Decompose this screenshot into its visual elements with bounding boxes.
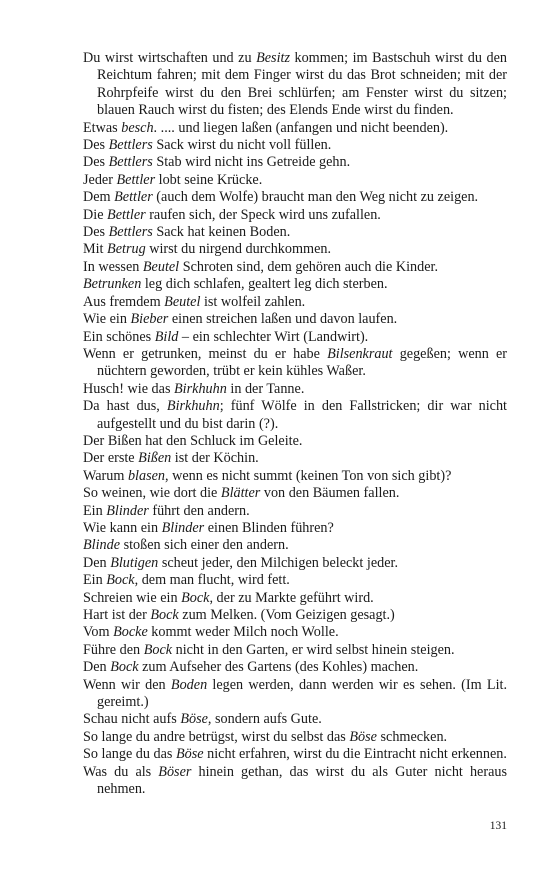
proverb-entry bbox=[83, 224, 507, 241]
proverb-text: ; fünf Wölfe in den Fallstricken; dir war nicht aufgestellt und du bist darin (?). bbox=[97, 398, 507, 432]
proverb-text: Der erste bbox=[83, 450, 139, 467]
proverb-text: Sack wirst du nicht voll füllen. bbox=[152, 137, 332, 154]
keyword: Birkhuhn bbox=[166, 398, 220, 415]
keyword: Birkhuhn bbox=[174, 380, 227, 397]
proverb-text: Des bbox=[83, 224, 109, 241]
proverb-entry bbox=[83, 172, 507, 189]
proverb-text: So lange du andre betrügst, wirst du selbst das bbox=[83, 728, 350, 745]
proverb-text: Aus fremdem bbox=[83, 293, 165, 310]
keyword: Blinde bbox=[83, 537, 121, 554]
keyword: Boden bbox=[170, 676, 208, 693]
proverb-text: Des bbox=[83, 154, 109, 171]
keyword: Blinder bbox=[106, 502, 149, 519]
proverb-text: Vom bbox=[83, 624, 114, 641]
proverb-text: Wenn er getrunken, meinst du er habe bbox=[83, 345, 328, 362]
keyword: Bettler bbox=[114, 189, 153, 206]
keyword: blasen bbox=[127, 467, 165, 484]
proverb-text: Wie ein bbox=[83, 311, 131, 328]
proverb-list bbox=[83, 50, 507, 798]
keyword: besch bbox=[121, 119, 154, 136]
proverb-entry bbox=[83, 555, 507, 572]
proverb-text: Wenn wir den bbox=[83, 676, 171, 693]
proverb-text: stoßen sich einer den andern. bbox=[120, 537, 289, 554]
proverb-entry bbox=[83, 485, 507, 502]
proverb-text: , der zu Markte geführt wird. bbox=[209, 589, 374, 606]
proverb-entry bbox=[83, 642, 507, 659]
proverb-entry bbox=[83, 241, 507, 258]
proverb-entry bbox=[83, 503, 507, 520]
keyword: Bock bbox=[181, 589, 210, 606]
keyword: Böser bbox=[158, 763, 192, 780]
proverb-text: gegeßen; wenn er nüchtern geworden, trübt er kein kühles Waßer. bbox=[97, 345, 508, 380]
keyword: Besitz bbox=[256, 50, 290, 66]
proverb-entry bbox=[83, 607, 507, 624]
proverb-entry bbox=[83, 520, 507, 537]
proverb-entry bbox=[83, 207, 507, 224]
proverb-text: ist der Köchin. bbox=[171, 450, 259, 467]
proverb-text: – ein schlechter Wirt (Landwirt). bbox=[178, 328, 369, 345]
keyword: Bettler bbox=[116, 171, 156, 188]
proverb-text: (auch dem Wolfe) braucht man den Weg nicht zu zeigen. bbox=[152, 189, 479, 206]
proverb-entry bbox=[83, 746, 507, 763]
proverb-text: . .... und liegen laßen (anfangen und nicht beenden). bbox=[153, 119, 449, 136]
proverb-text: ist wolfeil zahlen. bbox=[200, 293, 306, 310]
proverb-entry bbox=[83, 294, 507, 311]
proverb-entry bbox=[83, 468, 507, 485]
proverb-entry bbox=[83, 450, 507, 467]
keyword: Bocke bbox=[113, 624, 148, 641]
proverb-text: einen streichen laßen und davon laufen. bbox=[168, 311, 398, 328]
keyword: Bilsenkraut bbox=[327, 345, 393, 362]
proverb-text: Was du als bbox=[83, 763, 159, 780]
proverb-text: Des bbox=[83, 137, 109, 154]
keyword: Bißen bbox=[138, 450, 172, 467]
proverb-entry bbox=[83, 120, 507, 137]
proverb-text: So lange du das bbox=[83, 746, 176, 763]
proverb-entry bbox=[83, 154, 507, 171]
keyword: Bettlers bbox=[108, 224, 153, 241]
proverb-text: legen werden, dann werden wir es sehen. (Im Lit. gereimt.) bbox=[97, 676, 508, 711]
proverb-entry bbox=[83, 537, 507, 554]
proverb-text: leg dich schlafen, gealtert leg dich sterben. bbox=[141, 276, 388, 293]
keyword: Blutigen bbox=[110, 554, 159, 571]
proverb-text: Du wirst wirtschaften und zu bbox=[83, 50, 257, 66]
proverb-text: schmecken. bbox=[376, 728, 448, 745]
proverb-entry bbox=[83, 311, 507, 328]
proverb-text: Schroten sind, dem gehören auch die Kinder. bbox=[179, 258, 438, 275]
proverb-entry bbox=[83, 711, 507, 728]
proverb-entry bbox=[83, 329, 507, 346]
proverb-text: kommen; im Bastschuh wirst du den Reichtum fahren; mit dem Finger wirst du das Brot schneiden; mit der Rohrpfeife wirst du den Brei schlürfen; am Fenster wirst du sitzen; blauen Rauch wirst du fisten; des Elends Ende wirst du finden. bbox=[97, 50, 507, 119]
proverb-entry bbox=[83, 276, 507, 293]
proverb-text: Stab wird nicht ins Getreide gehn. bbox=[152, 154, 351, 171]
proverb-text: Dem bbox=[83, 189, 115, 206]
keyword: Blinder bbox=[161, 519, 205, 536]
proverb-entry bbox=[83, 590, 507, 607]
proverb-text: , dem man flucht, wird fett. bbox=[134, 572, 290, 589]
proverb-text: So weinen, wie dort die bbox=[83, 485, 221, 502]
proverb-text: Da hast dus, bbox=[83, 398, 167, 415]
proverb-text: Warum bbox=[83, 467, 128, 484]
proverb-text: Wie kann ein bbox=[83, 519, 162, 536]
keyword: Böse bbox=[180, 711, 208, 728]
keyword: Böse bbox=[349, 728, 377, 745]
proverb-entry bbox=[83, 677, 507, 712]
page-number: 131 bbox=[489, 820, 507, 832]
proverb-text: wirst du nirgend durchkommen. bbox=[145, 241, 332, 258]
proverb-text: hinein gethan, das wirst du als Guter nicht heraus nehmen. bbox=[97, 763, 507, 798]
keyword: Bild bbox=[154, 328, 179, 345]
proverb-text: nicht erfahren, wirst du die Eintracht nicht erkennen. bbox=[203, 746, 507, 763]
keyword: Bettler bbox=[107, 206, 146, 223]
proverb-text: Sack hat keinen Boden. bbox=[152, 224, 291, 241]
proverb-text: Den bbox=[83, 659, 111, 676]
proverb-text: in der Tanne. bbox=[226, 380, 305, 397]
proverb-entry bbox=[83, 381, 507, 398]
keyword: Bock bbox=[143, 641, 173, 658]
keyword: Bettlers bbox=[108, 154, 153, 171]
proverb-text: von den Bäumen fallen. bbox=[260, 485, 400, 502]
keyword: Bock bbox=[150, 607, 179, 623]
proverb-text: , sondern aufs Gute. bbox=[207, 711, 322, 728]
proverb-entry bbox=[83, 137, 507, 154]
proverb-entry bbox=[83, 189, 507, 206]
proverb-text: einen Blinden führen? bbox=[204, 519, 334, 536]
keyword: Böse bbox=[176, 746, 204, 763]
proverb-text: Husch! wie das bbox=[83, 380, 175, 397]
keyword: Bock bbox=[106, 572, 135, 589]
keyword: Bieber bbox=[130, 311, 169, 328]
proverb-text: kommt weder Milch noch Wolle. bbox=[147, 624, 339, 641]
keyword: Bock bbox=[110, 659, 139, 676]
proverb-text: , wenn es nicht summt (keinen Ton von sich gibt)? bbox=[165, 467, 452, 484]
proverb-entry bbox=[83, 398, 507, 433]
keyword: Bettlers bbox=[108, 137, 153, 154]
keyword: Blätter bbox=[220, 485, 261, 502]
keyword: Betrug bbox=[107, 241, 146, 258]
proverb-text: zum Aufseher des Gartens (des Kohles) machen. bbox=[138, 659, 419, 676]
proverb-entry bbox=[83, 346, 507, 381]
proverb-entry bbox=[83, 729, 507, 746]
proverb-text: zum Melken. (Vom Geizigen gesagt.) bbox=[178, 607, 395, 623]
proverb-text: Schau nicht aufs bbox=[83, 711, 181, 728]
proverb-text: raufen sich, der Speck wird uns zufallen. bbox=[145, 206, 381, 223]
proverb-entry bbox=[83, 433, 507, 450]
proverb-entry bbox=[83, 572, 507, 589]
proverb-text: Der Bißen hat den Schluck im Geleite. bbox=[83, 432, 303, 449]
proverb-text: Ein bbox=[83, 502, 107, 519]
proverb-entry bbox=[83, 624, 507, 641]
keyword: Beutel bbox=[142, 258, 180, 275]
proverb-text: Mit bbox=[83, 241, 108, 258]
proverb-text: nicht in den Garten, er wird selbst hinein steigen. bbox=[172, 641, 455, 658]
proverb-text: lobt seine Krücke. bbox=[155, 171, 263, 188]
proverb-entry bbox=[83, 764, 507, 799]
proverb-text: Den bbox=[83, 554, 111, 571]
proverb-text: Jeder bbox=[83, 171, 117, 188]
keyword: Betrunken bbox=[83, 276, 142, 293]
proverb-text: Die bbox=[83, 206, 108, 223]
keyword: Beutel bbox=[164, 293, 201, 310]
proverb-entry bbox=[83, 659, 507, 676]
proverb-text: Hart ist der bbox=[83, 607, 151, 623]
proverb-text: führt den andern. bbox=[148, 502, 250, 519]
proverb-text: Ein bbox=[83, 572, 107, 589]
proverb-text: Ein schönes bbox=[83, 328, 155, 345]
proverb-text: Etwas bbox=[83, 119, 122, 136]
proverb-text: Schreien wie ein bbox=[83, 589, 182, 606]
proverb-entry bbox=[83, 259, 507, 276]
proverb-text: scheut jeder, den Milchigen beleckt jeder. bbox=[158, 554, 399, 571]
proverb-text: In wessen bbox=[83, 258, 143, 275]
proverb-entry bbox=[83, 50, 507, 120]
proverb-text: Führe den bbox=[83, 641, 144, 658]
